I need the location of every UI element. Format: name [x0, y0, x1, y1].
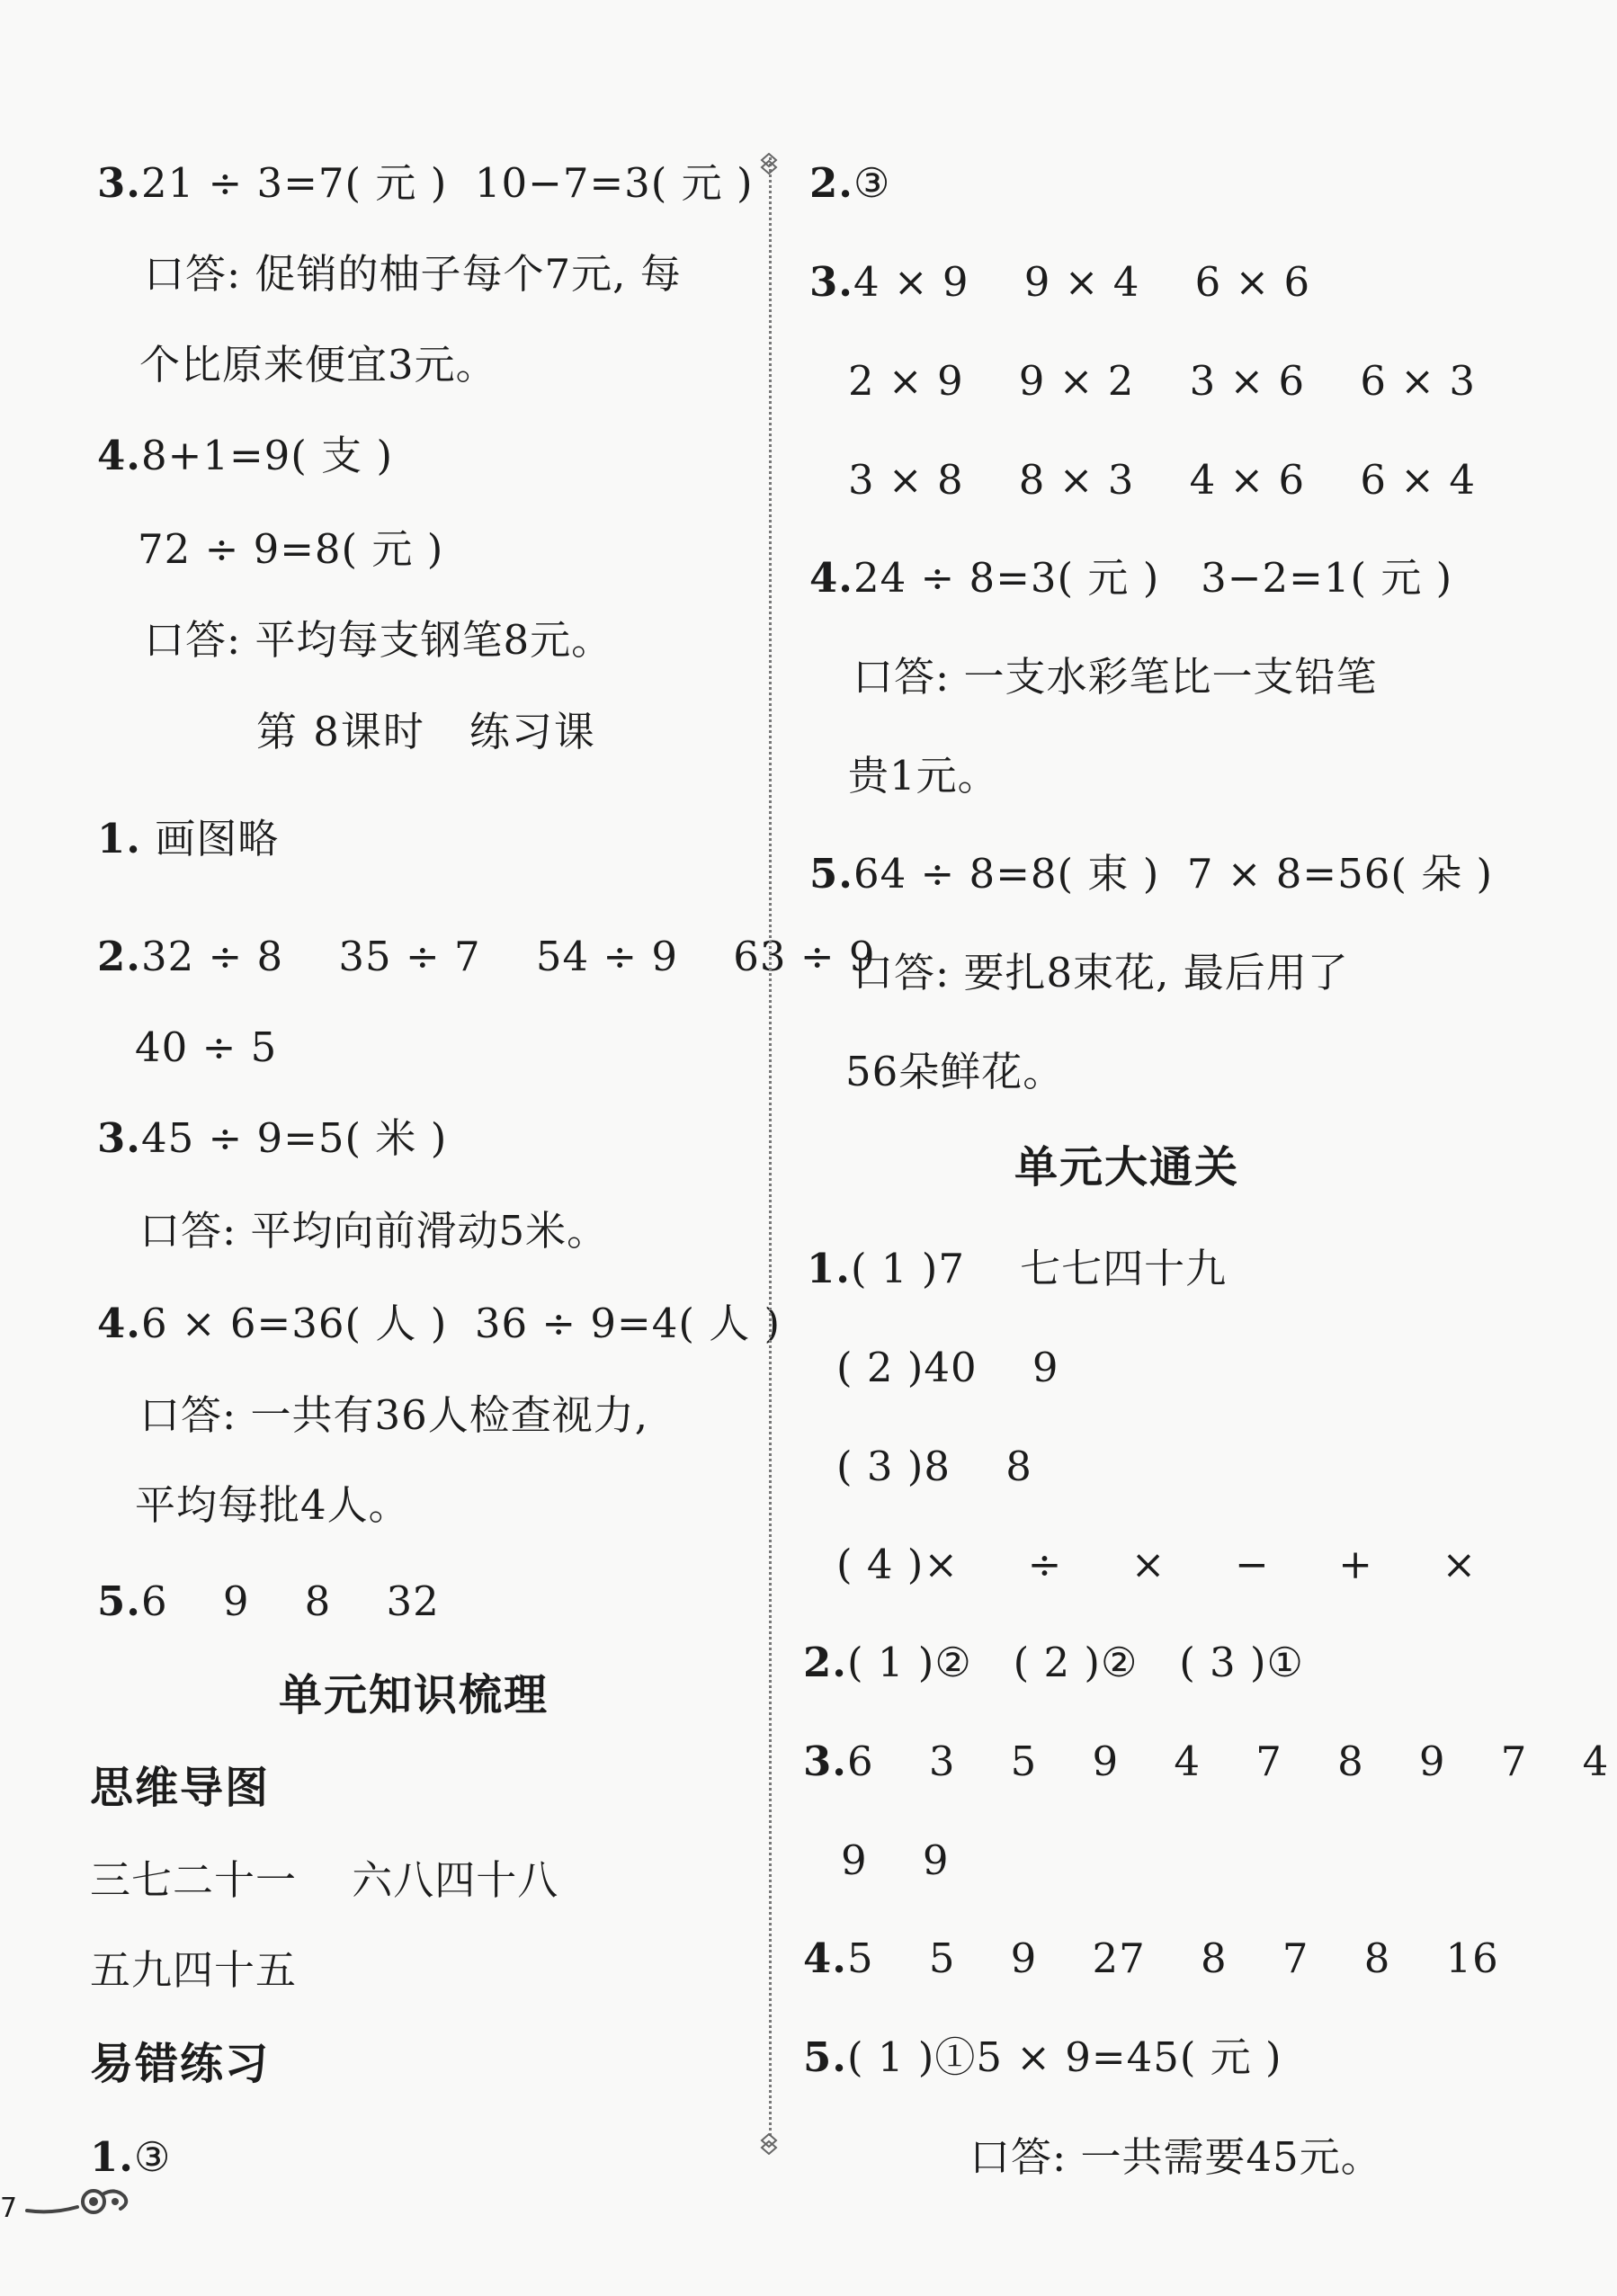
right-err-q3-line1: 3.4 × 9 9 × 4 6 × 6: [809, 258, 1311, 306]
divider-ornament-top-icon: [758, 153, 780, 174]
left-q3-answer-line2: 个比原来便宜3元。: [139, 341, 497, 389]
right-err-q5-answer-line2: 56朵鲜花。: [845, 1048, 1065, 1095]
section-heading-unit-challenge: 单元大通关: [1014, 1142, 1240, 1193]
right-uc-q2: 2.( 1 )② ( 2 )② ( 3 )①: [803, 1639, 1304, 1686]
right-err-q3-line3: 3 × 8 8 × 3 4 × 6 6 × 4: [848, 456, 1476, 504]
left-l8-q3: 3.45 ÷ 9=5( 米 ): [97, 1114, 448, 1162]
left-q4-line2: 72 ÷ 9=8( 元 ): [138, 525, 444, 573]
right-uc-q3-line1: 3.6 3 5 9 4 7 8 9 7 4: [803, 1738, 1610, 1785]
lesson-heading: 第 8课时 练习课: [256, 708, 596, 755]
left-q4-answer: 口答: 平均每支钢笔8元。: [144, 616, 613, 664]
left-l8-q1: 1. 画图略: [97, 815, 280, 862]
left-l8-q3-answer: 口答: 平均向前滑动5米。: [139, 1207, 609, 1255]
right-uc-q4: 4.5 5 9 27 8 7 8 16: [803, 1934, 1499, 1982]
left-q3-line1: 3.21 ÷ 3=7( 元 ) 10−7=3( 元 ): [97, 159, 754, 207]
mind-map-line2: 五九四十五: [90, 1946, 298, 1994]
right-uc-q1-1: 1.( 1 )7 七七四十九: [807, 1245, 1228, 1292]
page-number: 7: [0, 2193, 18, 2224]
right-uc-q1-2: ( 2 )40 9: [836, 1344, 1059, 1391]
section-heading-unit-summary: 单元知识梳理: [279, 1670, 549, 1720]
right-err-q4: 4.24 ÷ 8=3( 元 ) 3−2=1( 元 ): [809, 554, 1453, 602]
divider-ornament-bottom-icon: [758, 2133, 780, 2155]
left-l8-q4-answer-line2: 平均每批4人。: [135, 1481, 410, 1529]
right-err-q3-line2: 2 × 9 9 × 2 3 × 6 6 × 3: [848, 357, 1476, 405]
left-l8-q4-answer-line1: 口答: 一共有36人检查视力,: [139, 1391, 649, 1439]
right-err-q4-answer-line2: 贵1元。: [848, 752, 999, 800]
right-uc-q5-line1: 5.( 1 )①5 × 9=45( 元 ): [803, 2033, 1282, 2081]
cloud-swirl-ornament-icon: [25, 2184, 133, 2220]
right-uc-q3-line2: 9 9: [841, 1836, 950, 1884]
left-l8-q5: 5.6 9 8 32: [97, 1577, 440, 1625]
column-divider: [769, 157, 772, 2136]
left-err-q1: 1.③: [90, 2133, 172, 2181]
right-uc-q5-answer: 口答: 一共需要45元。: [969, 2133, 1382, 2181]
right-uc-q1-4: ( 4 )× ÷ × − + ×: [836, 1541, 1478, 1588]
right-uc-q1-3: ( 3 )8 8: [836, 1443, 1032, 1490]
right-err-q4-answer-line1: 口答: 一支水彩笔比一支铅笔: [853, 653, 1378, 701]
left-q4-line1: 4.8+1=9( 支 ): [97, 432, 394, 479]
right-err-q5-answer-line1: 口答: 要扎8束花, 最后用了: [853, 949, 1349, 996]
right-err-q5: 5.64 ÷ 8=8( 束 ) 7 × 8=56( 朵 ): [809, 850, 1494, 898]
right-err-q2: 2.③: [809, 159, 891, 207]
left-l8-q4: 4.6 × 6=36( 人 ) 36 ÷ 9=4( 人 ): [97, 1300, 782, 1347]
subheading-error-practice: 易错练习: [90, 2039, 271, 2089]
mind-map-line1: 三七二十一 六八四十八: [90, 1856, 559, 1904]
left-l8-q2-line1: 2.32 ÷ 8 35 ÷ 7 54 ÷ 9 63 ÷ 9: [97, 933, 876, 980]
left-l8-q2-line2: 40 ÷ 5: [135, 1023, 278, 1071]
subheading-mind-map: 思维导图: [90, 1763, 271, 1813]
left-q3-answer-line1: 口答: 促销的柚子每个7元, 每: [144, 250, 682, 298]
